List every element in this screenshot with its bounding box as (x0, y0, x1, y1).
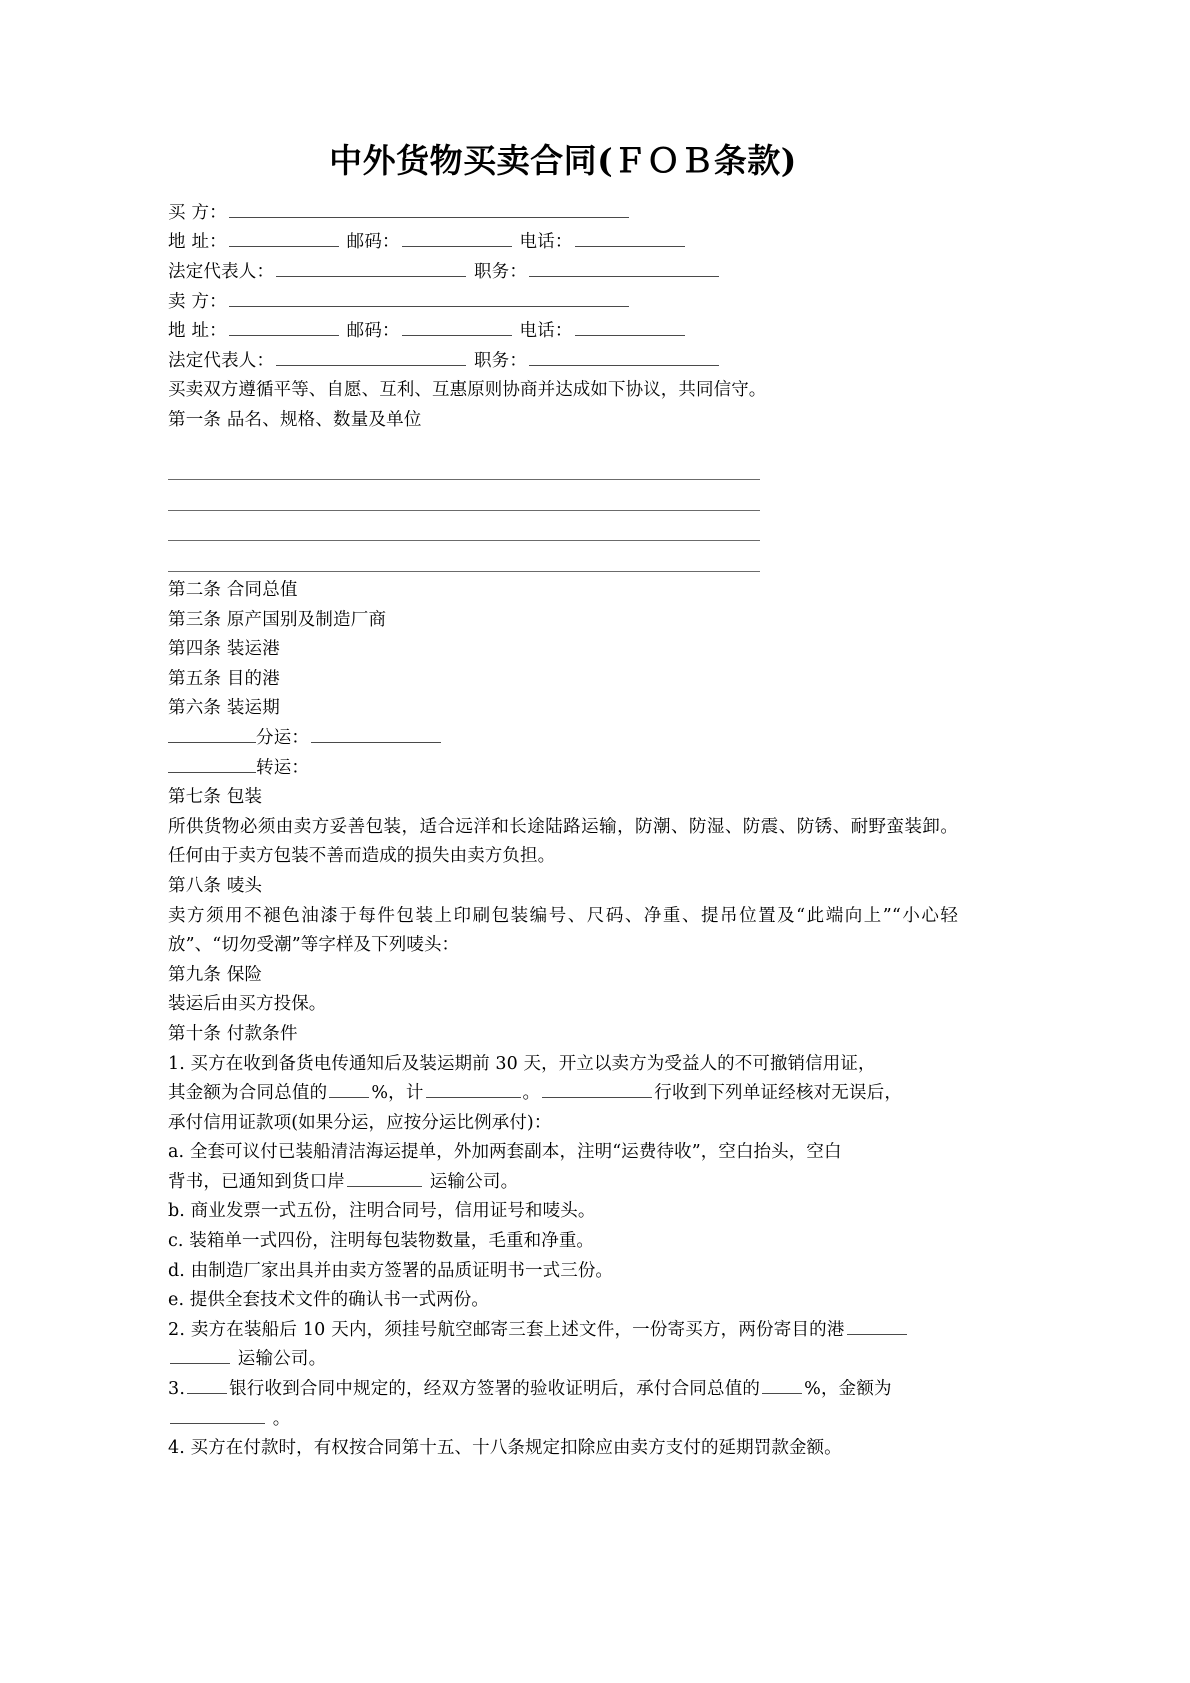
clause-10-doc-e: e. 提供全套技术文件的确认书一式两份。 (168, 1290, 489, 1311)
buyer-party-label: 买 方： (168, 202, 227, 223)
seller-address-row (168, 317, 958, 347)
clause-10-item-1-line-2 (168, 1079, 958, 1109)
seller-phone-blank[interactable] (575, 318, 685, 336)
clause-10-heading: 第十条 付款条件 (168, 1023, 298, 1044)
seller-postcode-label: 邮码： (346, 321, 400, 342)
clause-6-split-prefix-blank[interactable] (168, 725, 256, 743)
seller-legal-rep-label: 法定代表人： (168, 350, 275, 371)
clause-1-rule-3[interactable] (168, 511, 760, 542)
buyer-legal-rep-label: 法定代表人： (168, 262, 275, 283)
clause-5-heading: 第五条 目的港 (168, 668, 280, 689)
seller-party-row (168, 288, 958, 318)
clause-10-doc-a-line-1: a. 全套可议付已装船清洁海运提单，外加两套副本，注明“运费待收”，空白抬头，空白 (168, 1142, 842, 1163)
clause-10-percent-label: %，计 (371, 1083, 424, 1104)
clause-8-body: 卖方须用不褪色油漆于每件包装上印刷包装编号、尺码、净重、提吊位置及“此端向上”“小心轻放”、“切勿受潮”等字样及下列唛头： (168, 905, 958, 956)
clause-10-item-3-amount-blank[interactable] (170, 1406, 265, 1424)
clause-10-item-2-line-2 (168, 1345, 958, 1375)
clause-9-body: 装运后由买方投保。 (168, 994, 327, 1015)
seller-legal-rep-blank[interactable] (276, 348, 466, 366)
buyer-party-row (168, 199, 958, 229)
seller-legal-rep-row (168, 347, 958, 377)
clause-10-amount-prefix: 其金额为合同总值的 (168, 1083, 328, 1104)
clause-1-fill-area (168, 450, 958, 572)
clause-10-item-3-bank-blank[interactable] (187, 1376, 227, 1394)
clause-10-item-2-port-blank[interactable] (847, 1317, 907, 1335)
buyer-party-blank[interactable] (229, 200, 629, 218)
buyer-legal-rep-row (168, 258, 958, 288)
clause-10-doc-a-line-2 (168, 1168, 958, 1198)
buyer-phone-blank[interactable] (575, 229, 685, 247)
seller-address-label: 地 址： (168, 321, 227, 342)
buyer-postcode-blank[interactable] (402, 229, 512, 247)
buyer-position-label: 职务： (473, 262, 528, 283)
clause-6-split-row (168, 724, 958, 754)
clause-6-split-value-blank[interactable] (311, 725, 441, 743)
clause-10-item-2-suffix: 运输公司。 (237, 1349, 327, 1370)
clause-10-item-2-port-blank-2[interactable] (170, 1346, 230, 1364)
clause-10-item-1-line-3: 承付信用证款项(如果分运，应按分运比例承付)： (168, 1112, 552, 1133)
page-title: 中外货物买卖合同(ＦＯＢ条款) (329, 141, 797, 180)
clause-10-amount-period: 。 (522, 1083, 541, 1104)
clause-1-rule-4[interactable] (168, 541, 760, 572)
clause-6-transship-label: 转运： (256, 757, 310, 778)
seller-position-label: 职务： (473, 350, 528, 371)
document-content (168, 140, 958, 1464)
seller-party-blank[interactable] (229, 289, 629, 307)
clause-8-heading: 第八条 唛头 (168, 875, 263, 896)
clause-10-amount-blank[interactable] (426, 1080, 521, 1098)
clause-6-transship-prefix-blank[interactable] (168, 755, 256, 773)
seller-party-label: 卖 方： (168, 291, 227, 312)
clause-6-heading: 第六条 装运期 (168, 698, 280, 719)
buyer-address-row (168, 228, 958, 258)
clause-10-item-2-line-1 (168, 1316, 958, 1346)
clause-6-transship-row (168, 754, 958, 784)
clause-10-item-3-line-2 (168, 1405, 958, 1435)
clause-10-item-1-line-1: 1. 买方在收到备货电传通知后及装运期前 30 天，开立以卖方为受益人的不可撤销信用证， (168, 1053, 876, 1074)
clause-1-rule-1[interactable] (168, 450, 760, 481)
clause-1-rule-2[interactable] (168, 480, 760, 511)
clause-7-heading: 第七条 包装 (168, 787, 263, 808)
clause-10-doc-b: b. 商业发票一式五份，注明合同号，信用证号和唛头。 (168, 1201, 596, 1222)
clause-10-percent-blank[interactable] (329, 1080, 369, 1098)
clause-10-doc-a-port-suffix: 运输公司。 (429, 1171, 519, 1192)
clause-7-body: 所供货物必须由卖方妥善包装，适合远洋和长途陆路运输，防潮、防湿、防震、防锈、耐野蛮装卸。任何由于卖方包装不善而造成的损失由卖方负担。 (168, 816, 958, 867)
buyer-address-label: 地 址： (168, 232, 227, 253)
clause-10-item-4: 4. 买方在付款时，有权按合同第十五、十八条规定扣除应由卖方支付的延期罚款金额。 (168, 1438, 842, 1459)
buyer-address-blank[interactable] (229, 229, 339, 247)
clause-10-item-3-percent-blank[interactable] (762, 1376, 802, 1394)
clause-10-item-3-percent-label: %，金额为 (804, 1379, 892, 1400)
clause-9-heading: 第九条 保险 (168, 964, 263, 985)
clause-4-heading: 第四条 装运港 (168, 639, 280, 660)
seller-position-blank[interactable] (529, 348, 719, 366)
buyer-legal-rep-blank[interactable] (276, 259, 466, 277)
clause-3-heading: 第三条 原产国别及制造厂商 (168, 609, 387, 630)
clause-10-item-3-text: 银行收到合同中规定的，经双方签署的验收证明后，承付合同总值的 (229, 1379, 761, 1400)
clause-6-split-label: 分运： (256, 727, 310, 748)
clause-10-item-2-text: 2. 卖方在装船后 10 天内，须挂号航空邮寄三套上述文件，一份寄买方，两份寄目的港 (168, 1319, 845, 1340)
buyer-position-blank[interactable] (529, 259, 719, 277)
clause-10-doc-a-port-blank[interactable] (347, 1169, 422, 1187)
clause-2-heading: 第二条 合同总值 (168, 580, 298, 601)
clause-10-item-3-line-1 (168, 1375, 958, 1405)
clause-10-bank-blank[interactable] (542, 1080, 652, 1098)
seller-address-blank[interactable] (229, 318, 339, 336)
clause-1-heading: 第一条 品名、规格、数量及单位 (168, 410, 422, 431)
clause-10-item-3-end: 。 (272, 1408, 291, 1429)
preamble-text: 买卖双方遵循平等、自愿、互利、互惠原则协商并达成如下协议，共同信守。 (168, 380, 767, 401)
clause-10-doc-a-port-prefix: 背书，已通知到货口岸 (168, 1171, 345, 1192)
clause-10-doc-d: d. 由制造厂家出具并由卖方签署的品质证明书一式三份。 (168, 1260, 614, 1281)
clause-10-item-3-number: 3. (168, 1379, 186, 1400)
seller-postcode-blank[interactable] (402, 318, 512, 336)
clause-10-doc-c: c. 装箱单一式四份，注明每包装物数量，毛重和净重。 (168, 1231, 595, 1252)
buyer-phone-label: 电话： (519, 232, 573, 253)
buyer-postcode-label: 邮码： (346, 232, 400, 253)
seller-phone-label: 电话： (519, 321, 573, 342)
clause-10-bank-suffix: 行收到下列单证经核对无误后， (654, 1083, 903, 1104)
